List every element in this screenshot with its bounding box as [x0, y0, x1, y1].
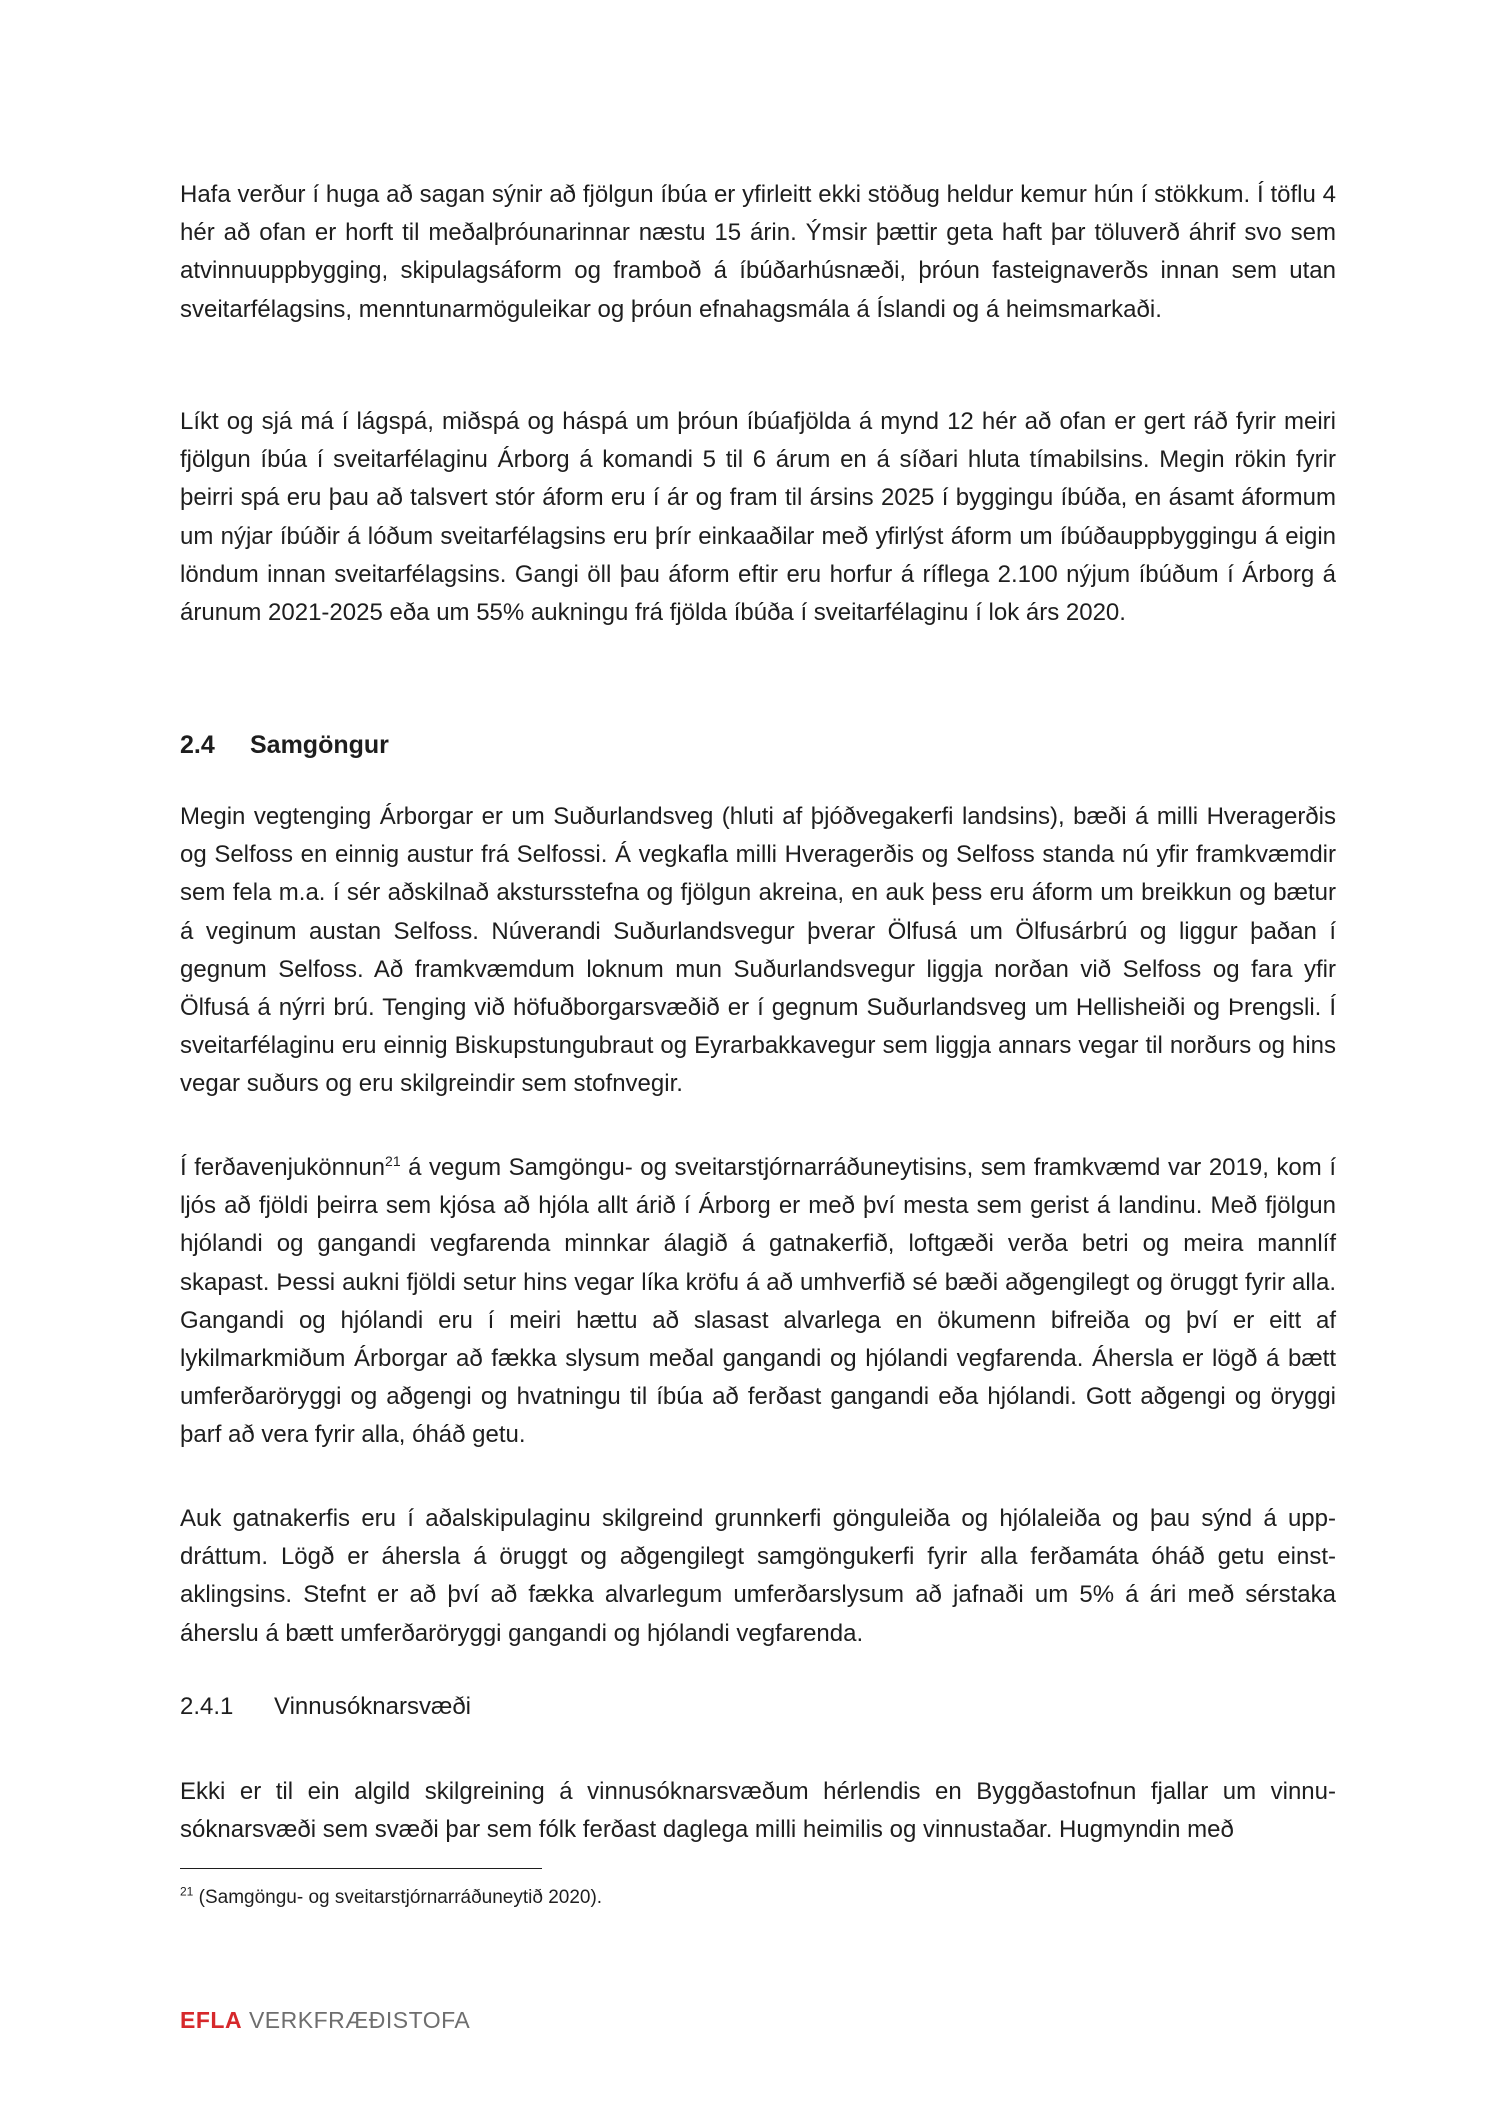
- efla-logo: [180, 2006, 470, 2034]
- section-heading: [180, 728, 389, 762]
- travel-survey-text-start: Í ferðavenjukönnun: [180, 1154, 386, 1181]
- footnote-divider: [180, 1868, 542, 1869]
- logo-brand: EFLA: [180, 2007, 243, 2033]
- subsection-title: Vinnusóknarsvæði: [274, 1693, 472, 1720]
- paragraph-walking-cycling-network: Auk gatnakerfis eru í aðalskipulaginu skilgreind grunnkerfi gönguleiða og hjólaleiða og þau sýnd á uppdráttum. Lögð er áhersla á öruggt og aðgengilegt samgöngukerfi fyrir alla ferðamáta óháð getu einstaklingsins. Stefnt er að því að fækka alvarlegum umferðarslysum að jafnaði um 5% á ári með sérstaka áherslu á bætt umferðaröryggi gangandi og hjólandi vegfarenda.: [180, 1505, 1336, 1647]
- section-number: 2.4: [180, 731, 215, 759]
- footnote-number: 21: [180, 1884, 194, 1899]
- travel-survey-text-rest: á vegum Samgöngu- og sveitarstjórnarráðuneytisins, sem framkvæmd var 2019, kom í ljós að fjöldi þeirra sem kjósa að hjóla allt árið í Árborg er með því mesta sem gerist á landinu. Með fjölgun hjólandi og gangandi vegfarenda minnkar álagið á gatnakerfið, loftgæði verða betri og meira mannlíf skapast. Þessi aukni fjöldi setur hins vegar líka kröfu á að umhverfið sé bæði aðgengilegt og öruggt fyrir alla. Gangandi og hjólandi eru í meiri hættu að slasast alvarlega en ökumenn bifreiða og því er eitt af lykilmarkmiðum Árborgar að fækka slysum meðal gangandi og hjólandi vegfarenda. Áhersla er lögð á bætt umferðaröryggi og aðgengi og hvatningu til íbúa að ferðast gangandi eða hjólandi. Gott aðgengi og öryggi þarf að vera fyrir alla, óháð getu.: [180, 1154, 1336, 1449]
- paragraph-population-history: Hafa verður í huga að sagan sýnir að fjölgun íbúa er yfirleitt ekki stöðug heldur kemur hún í stökkum. Í töflu 4 hér að ofan er horft til meðalþróunarinnar næstu 15 árin. Ýmsir þættir geta haft þar töluverð áhrif svo sem atvinnuuppbygging, skipulagsáform og framboð á íbúðarhúsnæði, þróun fasteignaverðs innan sem utan sveitarfélagsins, menntunarmöguleikar og þróun efnahagsmála á Íslandi og á heimsmarkaði.: [180, 181, 1336, 323]
- logo-subtitle: VERKFRÆÐISTOFA: [242, 2007, 471, 2033]
- subsection-number: 2.4.1: [180, 1693, 234, 1720]
- paragraph-road-connections: Megin vegtenging Árborgar er um Suðurlandsveg (hluti af þjóðvegakerfi landsins), bæði á milli Hveragerðis og Selfoss en einnig austur frá Selfossi. Á vegkafla milli Hveragerðis og Selfoss standa nú yfir framkvæmdir sem fela m.a. í sér aðskilnað akstursstefna og fjölgun akreina, en auk þess eru áform um breikkun og bætur á veginum austan Selfoss. Núverandi Suðurlandsvegur þverar Ölfusá um Ölfusárbrú og liggur þaðan í gegnum Selfoss. Að framkvæmdum loknum mun Suðurlandsvegur liggja norðan við Selfoss og fara yfir Ölfusá á nýrri brú. Tenging við höfuðborgarsvæðið er í gegnum Suðurlandsveg um Hellisheiði og Þrengsli. Í sveitarfélaginu eru einnig Biskupstungubraut og Eyrarbakkavegur sem liggja annars vegar til norðurs og hins vegar suðurs og eru skilgreindir sem stofnvegir.: [180, 803, 1336, 1098]
- paragraph-travel-survey: [180, 1149, 1336, 1455]
- paragraph-commuting-areas: Ekki er til ein algild skilgreining á vinnusóknarsvæðum hérlendis en Byggðastofnun fjallar um vinnusóknarsvæði sem svæði þar sem fólk ferðast daglega milli heimilis og vinnustaðar. Hugmyndin með: [180, 1778, 1336, 1844]
- footnote-text: (Samgöngu- og sveitarstjórnarráðuneytið 2020).: [193, 1887, 603, 1908]
- paragraph-population-forecast: Líkt og sjá má í lágspá, miðspá og háspá um þróun íbúafjölda á mynd 12 hér að ofan er gert ráð fyrir meiri fjölgun íbúa í sveitarfélaginu Árborg á komandi 5 til 6 árum en á síðari hluta tímabilsins. Megin rökin fyrir þeirri spá eru þau að talsvert stór áform eru í ár og fram til ársins 2025 í byggingu íbúða, en ásamt áformum um nýjar íbúðir á lóðum sveitarfélagsins eru þrír einkaaðilar með yfirlýst áform um íbúðauppbyggingu á eigin löndum innan sveitarfélagsins. Gangi öll þau áform eftir eru horfur á ríflega 2.100 nýjum íbúðum í Árborg á árunum 2021-2025 eða um 55% aukningu frá fjölda íbúða í sveitarfélaginu í lok árs 2020.: [180, 408, 1336, 627]
- section-title: Samgöngur: [250, 731, 389, 759]
- footnote: [180, 1884, 602, 1912]
- footnote-reference[interactable]: 21: [385, 1153, 401, 1169]
- subsection-heading: [180, 1690, 471, 1724]
